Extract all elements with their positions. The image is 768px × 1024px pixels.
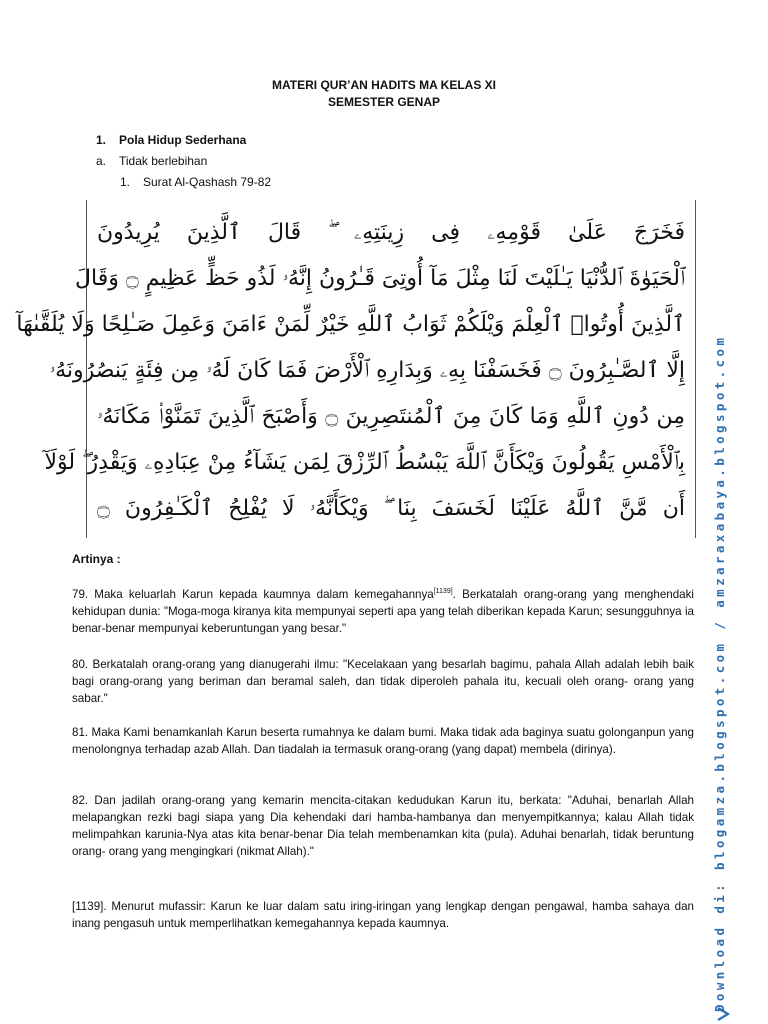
download-arrow-icon: [716, 1006, 730, 1022]
document-subtitle: SEMESTER GENAP: [327, 95, 441, 109]
translation-heading: Artinya :: [72, 552, 121, 566]
arabic-line: ٱلَّذِينَ أُوتُوا۟ ٱلْعِلْمَ وَيْلَكُمْ ثَوَابُ ٱللَّهِ خَيْرٌ لِّمَنْ ءَامَنَ وَعَمِلَ صَـٰلِحًا وَلَا يُلَقَّىٰهَآ: [16, 312, 685, 337]
outline-item-a-letter: a.: [96, 154, 107, 168]
verse-79-text-cont: . Berkatalah orang-orang yang menghendaki kehidupan dunia: "Moga-moga kiranya kita mempunyai seperti apa yang telah diberikan kepada Karun; sesungguhnya ia benar-benar mempunyai keberuntungan yang besar.": [72, 588, 694, 635]
arabic-line: بِٱلْأَمْسِ يَقُولُونَ وَيْكَأَنَّ ٱللَّهَ يَبْسُطُ ٱلرِّزْقَ لِمَن يَشَآءُ مِنْ عِبَادِهِۦ وَيَقْدِرُ ۖ لَوْلَآ: [44, 450, 685, 475]
footnote-1139: [1139]. Menurut mufassir: Karun ke luar dalam satu iring-iringan yang lengkap dengan pengawal, hamba sahaya dan inang pengasuh untuk memperlihatkan kemegahannya kepada kaumnya.: [72, 900, 694, 930]
arabic-line: فَخَرَجَ عَلَىٰ قَوْمِهِۦ فِى زِينَتِهِۦ ۖ قَالَ ٱلَّذِينَ يُرِيدُونَ: [97, 220, 685, 245]
outline-item-a: [96, 154, 207, 168]
outline-item-a1-label: Surat Al-Qashash 79-82: [143, 175, 272, 189]
download-watermark: Download di: blogamza.blogspot.com / amzaraxabaya.blogspot.com: [712, 334, 727, 1012]
translation-verse-81: 81. Maka Kami benamkanlah Karun beserta rumahnya ke dalam bumi. Maka tidak ada baginya suatu golonganpun yang menolongnya terhadap azab Allah. Dan tiadalah ia termasuk orang-orang (yang dapat) membela (dirinya).: [72, 726, 694, 756]
footnote-marker: [1139]: [433, 588, 453, 596]
translation-verse-80: 80. Berkatalah orang-orang yang dianugerahi ilmu: "Kecelakaan yang besarlah bagimu, pahala Allah adalah lebih baik bagi orang-orang yang beriman dan beramal saleh, dan tidak diperoleh pahala itu, kecuali oleh orang- orang yang sabar.": [72, 658, 694, 705]
verse-79-text: 79. Maka keluarlah Karun kepada kaumnya dalam kemegahannya: [72, 588, 434, 601]
arabic-line: مِن دُونِ ٱللَّهِ وَمَا كَانَ مِنَ ٱلْمُنتَصِرِينَ ۝ وَأَصْبَحَ ٱلَّذِينَ تَمَنَّوْا۟ مَكَانَهُۥ: [97, 404, 686, 429]
translation-verse-79: [72, 586, 694, 637]
outline-item-a-label: Tidak berlebihan: [119, 154, 208, 168]
arabic-line: ٱلْحَيَوٰةَ ٱلدُّنْيَا يَـٰلَيْتَ لَنَا مِثْلَ مَآ أُوتِىَ قَـٰرُونُ إِنَّهُۥ لَذُو حَظٍّ عَظِيمٍ ۝ وَقَالَ: [75, 266, 685, 291]
outline-item-a1: [120, 175, 271, 189]
quran-verses-box: [16, 200, 696, 538]
document-title: MATERI QUR’AN HADITS MA KELAS XI: [272, 78, 496, 92]
arabic-line: أَن مَّنَّ ٱللَّهُ عَلَيْنَا لَخَسَفَ بِنَا ۖ وَيْكَأَنَّهُۥ لَا يُفْلِحُ ٱلْكَـٰفِرُونَ ۝: [97, 496, 685, 521]
arabic-line: إِلَّا ٱلصَّـٰبِرُونَ ۝ فَخَسَفْنَا بِهِۦ وَبِدَارِهِ ٱلْأَرْضَ فَمَا كَانَ لَهُۥ مِن فِئَةٍ يَنصُرُونَهُۥ: [49, 358, 685, 383]
outline-item-1: [96, 133, 246, 147]
outline-item-1-label: Pola Hidup Sederhana: [119, 133, 247, 147]
outline-item-a1-number: 1.: [120, 175, 131, 189]
translation-verse-82: 82. Dan jadilah orang-orang yang kemarin mencita-citakan kedudukan Karun itu, berkata: "Aduhai, benarlah Allah melapangkan rezki bagi siapa yang Dia kehendaki dari hamba-hambanya dan menyempitkannya; kalau Allah tidak melimpahkan karunia-Nya atas kita benar-benar Dia telah membenamkan kita (pula). Aduhai benarlah, tidak beruntung orang- orang yang mengingkari (nikmat Allah).": [72, 794, 694, 858]
outline-item-1-number: 1.: [96, 133, 107, 147]
